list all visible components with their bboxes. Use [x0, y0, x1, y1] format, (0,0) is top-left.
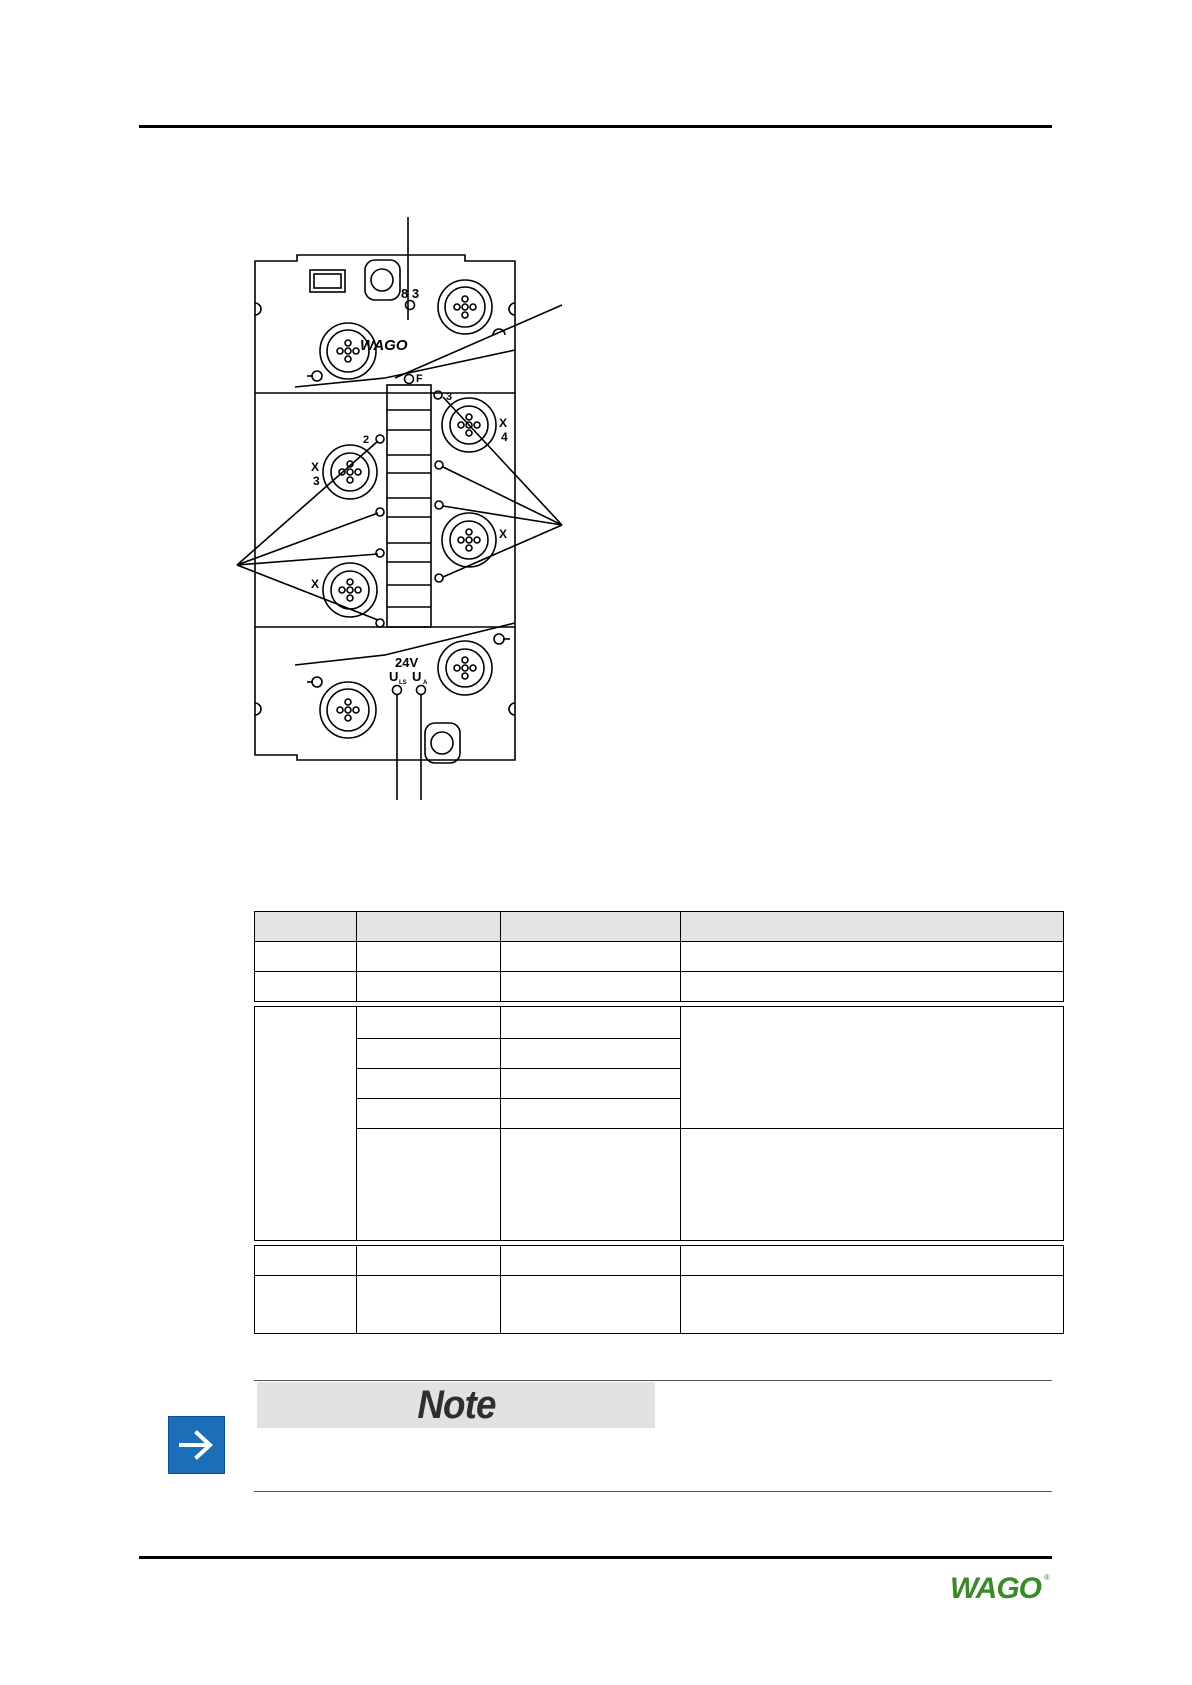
port-x-left-label: X — [311, 577, 320, 591]
uls-sub: LS — [399, 680, 407, 686]
wago-logo — [950, 1570, 1050, 1604]
led-spec-table — [254, 911, 1064, 1334]
port-x4-label: X 4 — [499, 416, 508, 444]
port-x-right-label: X — [499, 527, 508, 541]
device-brand: WAGO — [360, 337, 408, 354]
voltage-label: 24V — [395, 655, 419, 670]
table-row — [255, 1129, 1064, 1241]
note-title: Note — [416, 1382, 496, 1427]
channel-3-label: 3 — [446, 391, 453, 403]
table-header-cell — [357, 912, 501, 942]
ua-sub: A — [423, 680, 428, 686]
svg-text:®: ® — [1044, 1573, 1050, 1582]
table-header-cell — [681, 912, 1064, 942]
note-bottom-rule — [254, 1491, 1052, 1492]
footer-rule — [139, 1556, 1052, 1559]
table-header-cell — [255, 912, 357, 942]
table-header-row — [255, 912, 1064, 942]
note-banner — [257, 1382, 655, 1428]
port-x3-label: X 3 — [311, 460, 320, 488]
device-drawing — [235, 215, 575, 805]
led-f-label: F — [416, 373, 423, 385]
table-header-cell — [501, 912, 681, 942]
table-row — [255, 942, 1064, 972]
channel-2-label: 2 — [363, 434, 370, 446]
logo-text: WAGO — [950, 1572, 1041, 1604]
header-rule — [139, 125, 1052, 128]
table-row — [255, 1276, 1064, 1334]
ua-label: U — [412, 669, 422, 684]
led-top-label: 8 3 — [401, 286, 420, 301]
table-row — [255, 972, 1064, 1002]
note-top-rule — [254, 1380, 1052, 1381]
arrow-right-icon — [168, 1416, 225, 1474]
table-row — [255, 1246, 1064, 1276]
uls-label: U — [389, 669, 399, 684]
table-row — [255, 1007, 1064, 1039]
